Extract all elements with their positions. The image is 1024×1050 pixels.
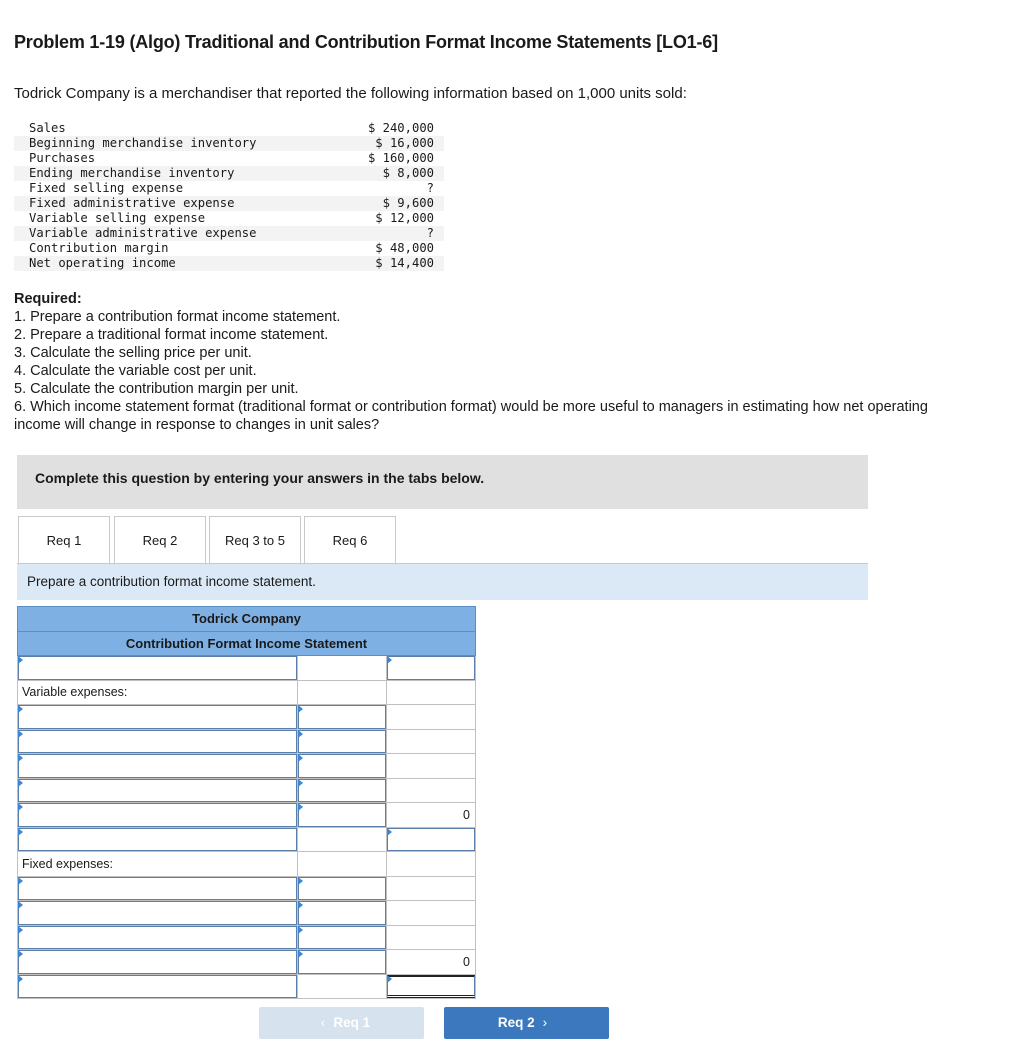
given-label: Contribution margin xyxy=(29,241,169,255)
income-statement-table xyxy=(17,606,476,999)
table-row xyxy=(14,181,444,196)
required-section xyxy=(14,290,974,434)
variable-expenses-label: Variable expenses: xyxy=(18,680,298,705)
given-value: $ 48,000 xyxy=(375,241,434,255)
table-row xyxy=(18,680,476,705)
given-value: ? xyxy=(334,226,444,241)
fixed-expense-label-input[interactable] xyxy=(18,950,297,974)
sales-amount-input[interactable] xyxy=(387,656,475,680)
given-label: Sales xyxy=(29,121,66,135)
table-row xyxy=(18,974,476,999)
contribution-margin-amount-input[interactable] xyxy=(387,828,475,852)
variable-expenses-total: 0 xyxy=(386,803,475,828)
given-label: Beginning merchandise inventory xyxy=(14,136,334,151)
given-label: Purchases xyxy=(29,151,96,165)
fixed-expenses-total: 0 xyxy=(386,950,475,975)
given-label: Variable selling expense xyxy=(29,211,206,225)
chevron-right-icon: › xyxy=(542,1015,548,1030)
variable-expense-amount-input[interactable] xyxy=(298,705,386,729)
table-row xyxy=(18,901,476,926)
statement-company: Todrick Company xyxy=(18,607,476,632)
given-value: $ 240,000 xyxy=(367,121,434,135)
table-row xyxy=(14,121,444,136)
table-row xyxy=(18,754,476,779)
prev-req-button[interactable] xyxy=(259,1007,424,1039)
given-label: Fixed selling expense xyxy=(29,181,184,195)
table-row xyxy=(18,705,476,730)
required-item: 2. Prepare a traditional format income statement. xyxy=(14,327,329,343)
variable-expense-label-input[interactable] xyxy=(18,754,297,778)
panel-prompt: Prepare a contribution format income statement. xyxy=(17,564,868,600)
required-item: 5. Calculate the contribution margin per unit. xyxy=(14,381,299,397)
sales-label-input[interactable] xyxy=(18,656,297,680)
given-value: $ 14,400 xyxy=(334,256,444,271)
net-operating-income-amount-input[interactable] xyxy=(387,975,475,999)
given-label: Fixed administrative expense xyxy=(14,196,334,211)
variable-expense-amount-input[interactable] xyxy=(298,730,386,754)
fixed-expense-amount-input[interactable] xyxy=(298,950,386,974)
required-item: 1. Prepare a contribution format income statement. xyxy=(14,309,341,325)
given-value: ? xyxy=(426,181,434,195)
variable-expense-label-input[interactable] xyxy=(18,779,297,803)
table-row xyxy=(14,166,444,181)
table-row xyxy=(18,778,476,803)
table-row xyxy=(14,151,444,166)
given-value: $ 160,000 xyxy=(367,151,434,165)
tab-req-2[interactable]: Req 2 xyxy=(114,516,206,563)
table-row xyxy=(18,925,476,950)
fixed-expenses-label: Fixed expenses: xyxy=(18,852,298,877)
given-label: Ending merchandise inventory xyxy=(14,166,334,181)
next-req-label: Req 2 xyxy=(497,1015,535,1030)
table-row xyxy=(14,196,444,211)
variable-expense-amount-input[interactable] xyxy=(298,754,386,778)
chevron-left-icon: ‹ xyxy=(320,1015,326,1030)
table-row xyxy=(18,827,476,852)
prev-req-label: Req 1 xyxy=(333,1015,371,1030)
table-row xyxy=(18,852,476,877)
given-value: $ 12,000 xyxy=(375,211,434,225)
tab-req-6[interactable]: Req 6 xyxy=(304,516,396,563)
fixed-expense-amount-input[interactable] xyxy=(298,926,386,950)
given-label: Variable administrative expense xyxy=(14,226,334,241)
table-row xyxy=(14,211,444,226)
given-value: $ 9,600 xyxy=(334,196,444,211)
statement-title: Contribution Format Income Statement xyxy=(18,631,476,656)
given-data-table xyxy=(14,121,444,271)
tab-req-3-to-5[interactable]: Req 3 to 5 xyxy=(209,516,301,563)
problem-intro: Todrick Company is a merchandiser that reported the following information based on 1,000 units sold: xyxy=(14,85,687,102)
variable-expense-amount-input[interactable] xyxy=(298,803,386,827)
variable-expense-label-input[interactable] xyxy=(18,730,297,754)
fixed-expense-amount-input[interactable] xyxy=(298,877,386,901)
required-heading: Required: xyxy=(14,291,82,307)
table-row xyxy=(14,256,444,271)
table-row xyxy=(18,950,476,975)
net-operating-income-label-input[interactable] xyxy=(18,975,297,999)
given-label: Net operating income xyxy=(14,256,334,271)
required-item: 6. Which income statement format (traditional format or contribution format) would be more useful to managers in estimating how net operating income will change in response to changes in unit sales? xyxy=(14,399,928,433)
table-row xyxy=(14,226,444,241)
instruction-box: Complete this question by entering your answers in the tabs below. xyxy=(17,455,868,509)
table-row xyxy=(18,656,476,681)
table-row xyxy=(18,803,476,828)
page-title: Problem 1-19 (Algo) Traditional and Contribution Format Income Statements [LO1-6] xyxy=(14,32,718,52)
table-row xyxy=(14,136,444,151)
fixed-expense-amount-input[interactable] xyxy=(298,901,386,925)
given-value: $ 8,000 xyxy=(334,166,444,181)
required-item: 3. Calculate the selling price per unit. xyxy=(14,345,252,361)
given-value: $ 16,000 xyxy=(334,136,444,151)
table-row xyxy=(18,729,476,754)
variable-expense-label-input[interactable] xyxy=(18,705,297,729)
fixed-expense-label-input[interactable] xyxy=(18,901,297,925)
table-row xyxy=(14,241,444,256)
fixed-expense-label-input[interactable] xyxy=(18,926,297,950)
table-row xyxy=(18,876,476,901)
variable-expense-amount-input[interactable] xyxy=(298,779,386,803)
next-req-button[interactable] xyxy=(444,1007,609,1039)
required-item: 4. Calculate the variable cost per unit. xyxy=(14,363,257,379)
variable-expense-label-input[interactable] xyxy=(18,803,297,827)
tab-req-1[interactable]: Req 1 xyxy=(18,516,110,563)
contribution-margin-label-input[interactable] xyxy=(18,828,297,852)
fixed-expense-label-input[interactable] xyxy=(18,877,297,901)
